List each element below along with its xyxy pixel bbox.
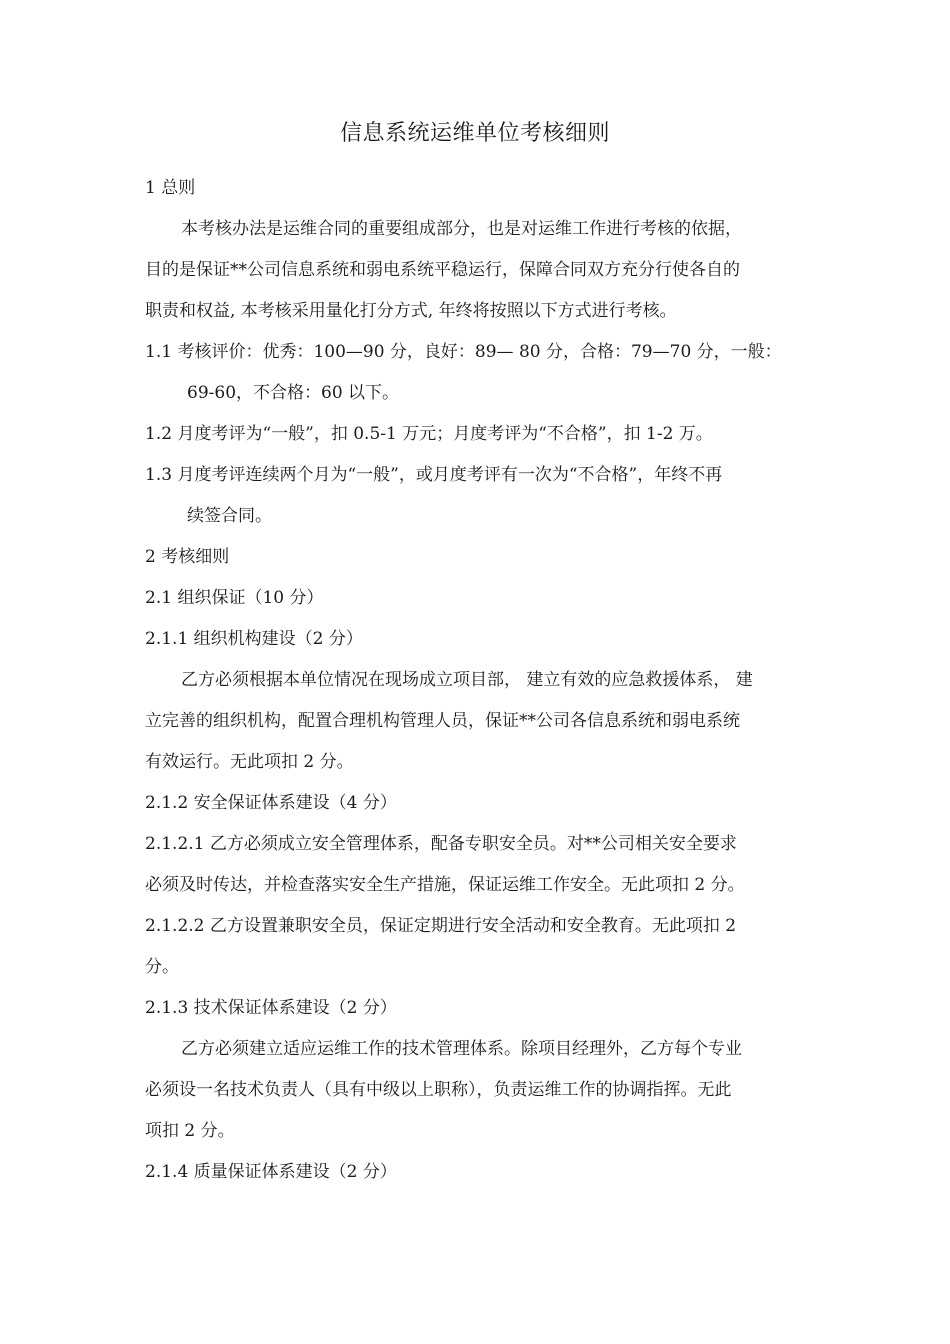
clause-2-1-3: 2.1.3 技术保证体系建设（2 分）: [145, 998, 397, 1018]
clause-2-1-2: 2.1.2 安全保证体系建设（4 分）: [145, 793, 397, 813]
paragraph-line: 本考核办法是运维合同的重要组成部分，也是对运维工作进行考核的依据，: [181, 219, 742, 239]
document-title: 信息系统运维单位考核细则: [339, 121, 610, 146]
clause-1-1: 1.1 考核评价：优秀：100—90 分，良好：89— 80 分，合格：79—70 分，一般：: [145, 342, 782, 362]
clause-1-1-continued: 69-60，不合格：60 以下。: [187, 383, 400, 403]
clause-2-1-2-1-continued: 必须及时传达，并检查落实安全生产措施，保证运维工作安全。无此项扣 2 分。: [145, 875, 745, 895]
clause-1-3-continued: 续签合同。: [187, 506, 272, 526]
clause-1-3: 1.3 月度考评连续两个月为“一般”，或月度考评有一次为“不合格”，年终不再: [145, 465, 723, 485]
document-body: [145, 168, 809, 1193]
paragraph-line: 项扣 2 分。: [145, 1121, 235, 1141]
paragraph-line: 乙方必须建立适应运维工作的技术管理体系。除项目经理外，乙方每个专业: [181, 1039, 742, 1059]
paragraph-line: 职责和权益, 本考核采用量化打分方式, 年终将按照以下方式进行考核。: [145, 301, 677, 321]
clause-2-1-4: 2.1.4 质量保证体系建设（2 分）: [145, 1162, 397, 1182]
paragraph-line: 乙方必须根据本单位情况在现场成立项目部， 建立有效的应急救援体系， 建: [181, 670, 753, 690]
clause-2-1: 2.1 组织保证（10 分）: [145, 588, 324, 608]
section-heading-general: 1 总则: [145, 178, 196, 198]
section-heading-details: 2 考核细则: [145, 547, 230, 567]
clause-2-1-2-2-continued: 分。: [145, 957, 179, 977]
clause-1-2: 1.2 月度考评为“一般”，扣 0.5-1 万元；月度考评为“不合格”，扣 1-2 万。: [145, 424, 713, 444]
paragraph-line: 有效运行。无此项扣 2 分。: [145, 752, 354, 772]
clause-2-1-1: 2.1.1 组织机构建设（2 分）: [145, 629, 363, 649]
clause-2-1-2-1: 2.1.2.1 乙方必须成立安全管理体系，配备专职安全员。对**公司相关安全要求: [145, 834, 737, 854]
paragraph-line: 必须设一名技术负责人（具有中级以上职称），负责运维工作的协调指挥。无此: [145, 1080, 732, 1100]
clause-2-1-2-2: 2.1.2.2 乙方设置兼职安全员，保证定期进行安全活动和安全教育。无此项扣 2: [145, 916, 737, 936]
paragraph-line: 目的是保证**公司信息系统和弱电系统平稳运行，保障合同双方充分行使各自的: [145, 260, 740, 280]
paragraph-line: 立完善的组织机构，配置合理机构管理人员，保证**公司各信息系统和弱电系统: [145, 711, 740, 731]
